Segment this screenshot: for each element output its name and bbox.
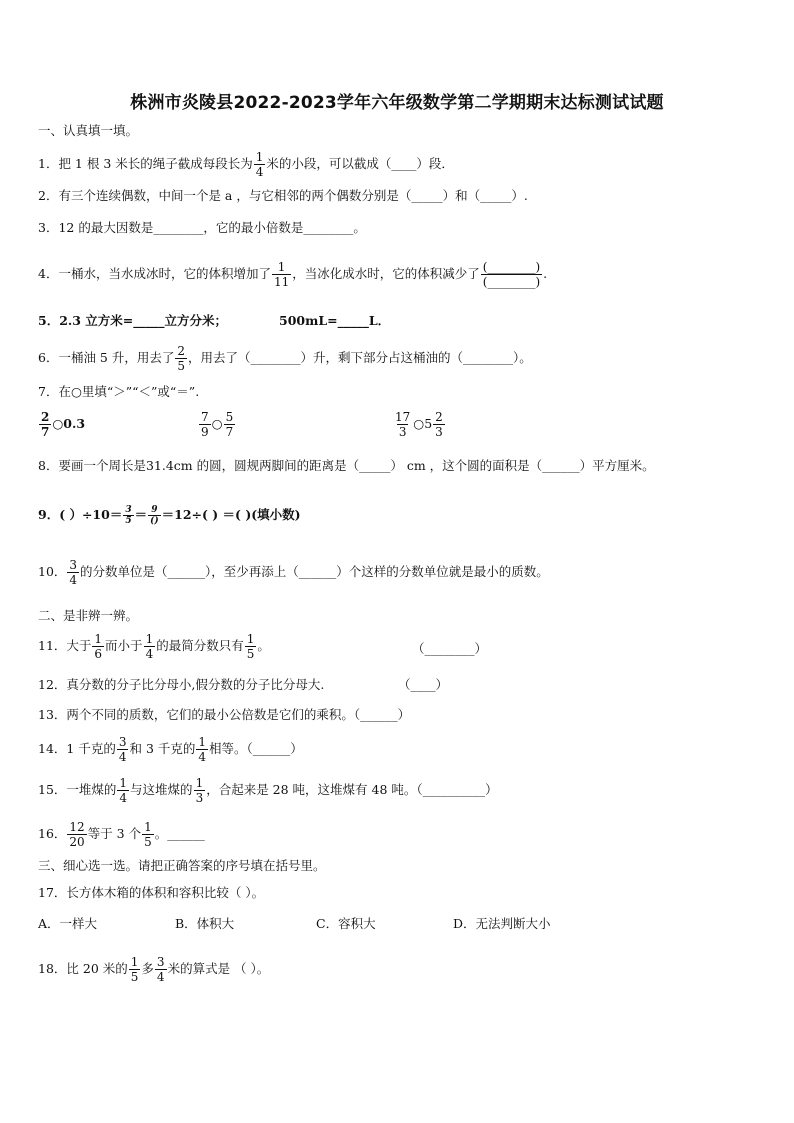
question-8: 8．要画一个周长是31.4cm 的圆，圆规两脚间的距离是（_____） cm ，这个圆的面积是（______）平方厘米。 [38,458,655,473]
fraction: $\frac{2}{5}$ [177,344,185,373]
question-13: 13．两个不同的质数，它们的最小公倍数是它们的乘积。（______） [38,707,411,722]
fraction: $\frac{5}{7}$ [225,410,234,439]
fraction: $\frac{1}{5}$ [246,632,255,661]
fraction: $\frac{1}{4}$ [198,735,207,764]
fraction: 9 () [150,505,159,526]
compare-item-2: $\frac{7}{9}$ ○ $\frac{5}{7}$ [201,410,234,439]
fraction: $\frac{17}{3}$ [395,410,411,439]
section-2-heading: 二、是非辨一辨。 [38,608,139,623]
question-18: 18．比 20 米的 $\frac{1}{5}$ 多 $\frac{3}{4}$ 米的算式是 （ ）。 [38,955,270,984]
answer-blank-11[interactable]: （________） [412,641,488,656]
compare-item-3: $\frac{17}{3}$ ○5 $\frac{2}{3}$ [395,410,443,439]
section-1-heading: 一、认真填一填。 [38,123,139,138]
page-title: 株洲市炎陵县2022-2023学年六年级数学第二学期期末达标测试试题 [130,93,664,113]
question-12: 12．真分数的分子比分母小,假分数的分子比分母大. [38,677,325,692]
fraction: $\frac{1}{11}$ [273,260,290,289]
question-10: 10． $\frac{3}{4}$ 的分数单位是（______），至少再添上（______）个这样的分数单位就是最小的质数。 [38,558,549,587]
fraction: $\frac{3}{4}$ [156,955,165,984]
fraction: $\frac{3}{5}$ [125,505,132,526]
option-d[interactable]: D．无法判断大小 [453,916,551,931]
question-6: 6．一桶油 5 升，用去了 $\frac{2}{5}$ ，用去了（________）升，剩下部分占这桶油的（________）。 [38,344,532,373]
question-3: 3．12 的最大因数是________，它的最小倍数是________。 [38,220,366,235]
question-16: 16． $\frac{12}{20}$ 等于 3 个 $\frac{1}{5}$ 。______ [38,820,205,849]
question-11: 11．大于 $\frac{1}{6}$ 而小于 $\frac{1}{4}$ 的最简分数只有 $\frac{1}{5}$ 。 [38,632,270,661]
option-c[interactable]: C．容积大 [316,916,376,931]
fraction: $\frac{3}{4}$ [69,558,78,587]
option-b[interactable]: B．体积大 [175,916,235,931]
question-17: 17．长方体木箱的体积和容积比较（ ）。 [38,885,265,900]
question-14: 14．1 千克的 $\frac{3}{4}$ 和 3 千克的 $\frac{1}{4}$ 相等。（______） [38,735,303,764]
fraction: $\frac{1}{5}$ [130,955,139,984]
fraction: $\frac{1}{6}$ [94,632,103,661]
question-1: 1．把 1 根 3 米长的绳子截成每段长为 $\frac{1}{4}$ 米的小段，可以截成（____）段． [38,150,454,179]
question-15: 15．一堆煤的 $\frac{1}{4}$ 与这堆煤的 $\frac{1}{3}$ ，合起来是 28 吨，这堆煤有 48 吨。（__________） [38,776,498,805]
option-a[interactable]: A．一样大 [38,916,98,931]
section-3-heading: 三、细心选一选。请把正确答案的序号填在括号里。 [38,858,326,873]
fraction: $\frac{1}{5}$ [144,820,152,849]
question-2: 2．有三个连续偶数，中间一个是 a ，与它相邻的两个偶数分别是（_____）和（_____）. [38,188,528,203]
answer-blank-12[interactable]: （____） [398,677,449,692]
question-5: 5．2.3 立方米=_____立方分米； 500mL=_____L． [38,313,391,328]
fraction: $\frac{1}{4}$ [255,150,264,179]
fraction: $\frac{7}{9}$ [201,410,209,439]
question-4: 4．一桶水，当水成冰时，它的体积增加了 $\frac{1}{11}$ ，当冰化成水时，它的体积减少了 (________) (________) . [38,260,548,289]
question-7: 7．在○里填“＞”“＜”或“＝”. [38,384,200,399]
fraction: $\frac{3}{4}$ [118,735,127,764]
fraction: $\frac{2}{7}$ [41,410,50,439]
answer-fraction-blank[interactable]: (________) (________) [482,260,541,289]
fraction: $\frac{2}{3}$ [435,410,443,439]
fraction: $\frac{12}{20}$ [69,820,85,849]
fraction: $\frac{1}{4}$ [119,776,128,805]
question-9: 9．( ）÷10＝ $\frac{3}{5}$ ＝ 9 () ＝12÷( ) ＝( )(填小数) [38,505,301,526]
fraction: $\frac{1}{4}$ [145,632,154,661]
fraction: $\frac{1}{3}$ [195,776,204,805]
compare-item-1: $\frac{2}{7}$ ○0.3 [41,410,86,439]
